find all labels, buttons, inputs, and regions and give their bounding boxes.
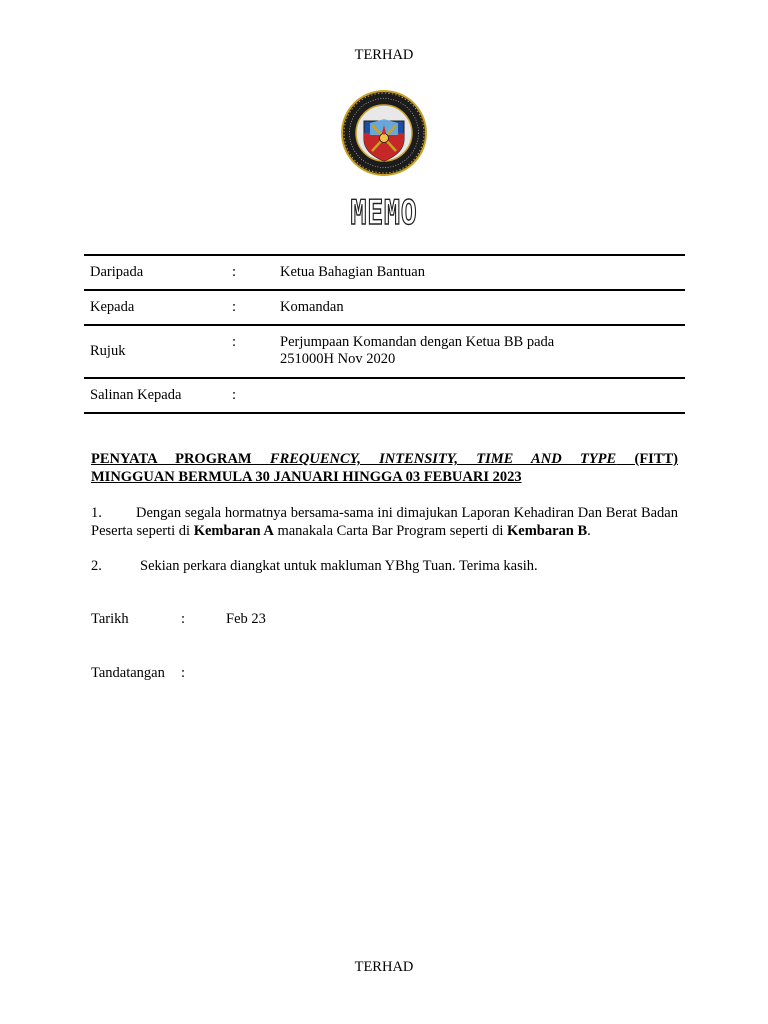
subject-italic: FREQUENCY, INTENSITY, TIME AND TYPE xyxy=(269,451,617,467)
memo-subject xyxy=(91,450,678,486)
subject-line2: MINGGUAN BERMULA 30 JANUARI HINGGA 03 FEBUARI 2023 xyxy=(91,469,522,485)
subject-part3: (FITT) xyxy=(616,451,678,467)
para1-bold-a: Kembaran A xyxy=(193,523,274,539)
date-value: Feb 23 xyxy=(226,611,266,627)
date-colon: : xyxy=(181,611,186,627)
cc-value xyxy=(277,378,685,413)
ref-colon: : xyxy=(232,325,277,378)
cc-colon: : xyxy=(232,378,277,413)
header-row-to xyxy=(84,290,685,325)
classification-bottom: TERHAD xyxy=(354,959,414,975)
ref-value-line1: Perjumpaan Komandan dengan Ketua BB pada xyxy=(280,334,555,350)
ref-value xyxy=(277,325,685,378)
para1-bold-b: Kembaran B xyxy=(506,523,588,539)
subject-part1: PENYATA PROGRAM xyxy=(91,451,270,467)
to-label: Kepada xyxy=(84,290,232,325)
unit-crest-emblem-icon xyxy=(340,89,428,177)
cc-label: Salinan Kepada xyxy=(84,378,232,413)
to-value: Komandan xyxy=(277,290,685,325)
para2-number: 2. xyxy=(91,558,102,574)
classification-top: TERHAD xyxy=(354,47,414,63)
ref-label: Rujuk xyxy=(84,325,232,378)
para1-text-a: Dengan segala hormatnya bersama-sama ini dimajukan Laporan Kehadiran Dan Berat Badan Peserta seperti di xyxy=(91,505,678,539)
header-row-ref xyxy=(84,325,685,378)
memo-header-table xyxy=(84,254,685,414)
signature-colon: : xyxy=(181,665,186,681)
from-value: Ketua Bahagian Bantuan xyxy=(277,255,685,290)
ref-value-line2: 251000H Nov 2020 xyxy=(280,351,396,367)
to-colon: : xyxy=(232,290,277,325)
date-label: Tarikh xyxy=(91,611,129,627)
from-colon: : xyxy=(232,255,277,290)
para1-text-c: . xyxy=(587,523,591,539)
para1-number: 1. xyxy=(91,505,102,521)
para1-text-b: manakala Carta Bar Program seperti di xyxy=(273,523,507,539)
para2-text: Sekian perkara diangkat untuk makluman YBhg Tuan. Terima kasih. xyxy=(140,558,538,574)
signature-label: Tandatangan xyxy=(91,665,165,681)
header-row-from xyxy=(84,255,685,290)
paragraph-1 xyxy=(91,504,678,540)
header-row-cc xyxy=(84,378,685,413)
from-label: Daripada xyxy=(84,255,232,290)
paragraph-2 xyxy=(91,557,678,575)
memo-title: MEMO xyxy=(350,193,418,233)
